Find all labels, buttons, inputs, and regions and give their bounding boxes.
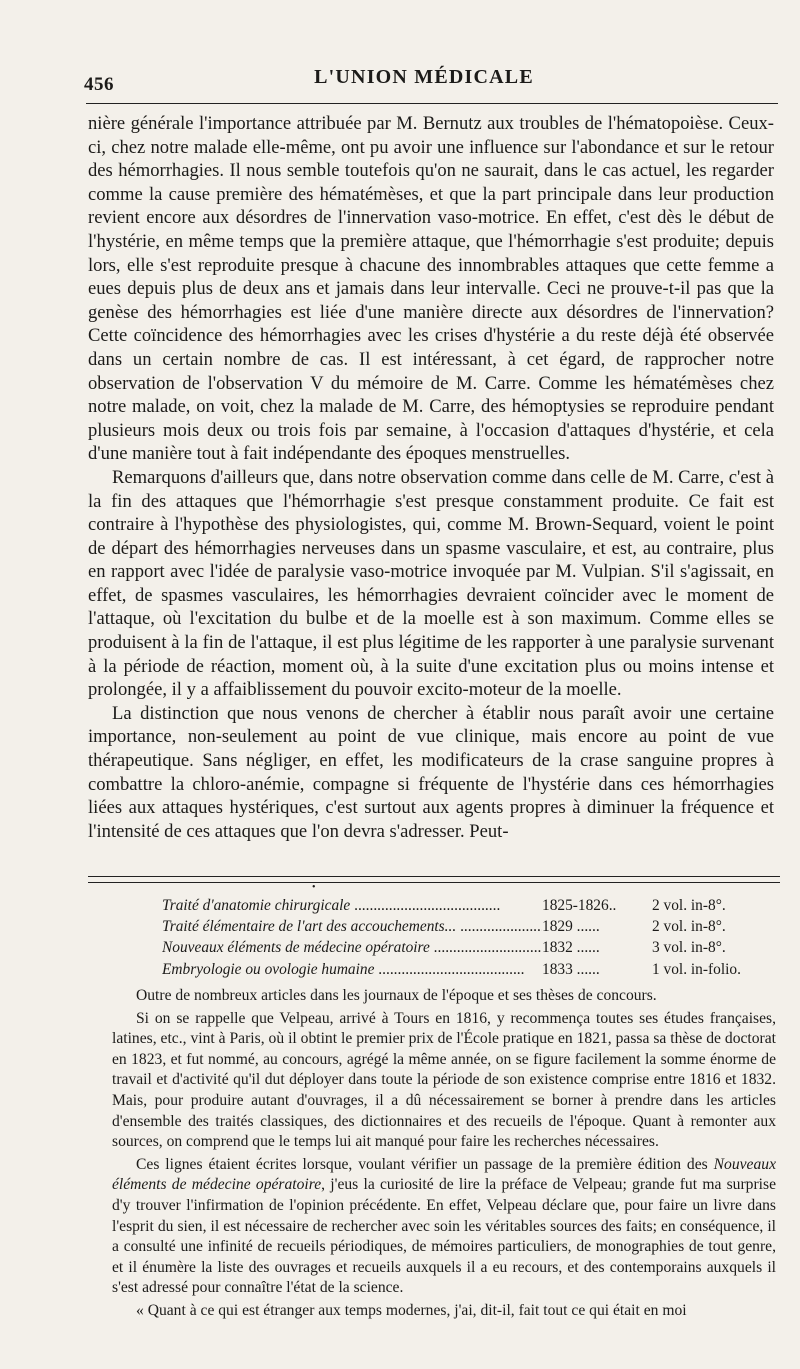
work-volumes: 3 vol. in-8°. <box>652 939 726 957</box>
work-volumes: 2 vol. in-8°. <box>652 918 726 936</box>
footnote-paragraph: Si on se rappelle que Velpeau, arrivé à Tours en 1816, y recommença toutes ses études françaises, latines, etc., vint à Paris, où il obtint le premier prix de l'École pratique en 1821, passa sa thèse de doctorat en 1823, et fut nommé, au concours, agrégé la même année, on se figure facilement la somme énorme de travail et d'activité qu'il dut déployer dans toute la période de son existence comprise entre 1816 et 1832. Mais, pour produire autant d'ouvrages, il a dû nécessairement se borner à prendre dans les articles d'ensemble des traités classiques, des dictionnaires et des recueils de l'époque. Quant à remonter aux sources, on comprend que le temps lui ait manqué pour faire les recherches nécessaires. <box>112 1009 776 1151</box>
footnote-separator <box>88 876 780 883</box>
work-years: 1829 ...... <box>542 918 600 936</box>
work-row <box>162 916 774 937</box>
footnote-text-run: , j'eus la curiosité de lire la préface de Velpeau; grande fut ma surprise d'y trouver l'infirmation de l'opinion précédente. En effet, Velpeau déclare que, pour faire un livre dans l'esprit du sien, il est nécessaire de rechercher avec soin les véritables sources des faits; en conséquence, il a consulté une infinité de recueils périodiques, de mémoires particuliers, de monographies de tout genre, et il énumère la liste des ouvrages et recueils auxquels il a eu recours, et des contemporains auxquels il s'est adressé pour connaître l'état de la science. <box>112 1176 776 1297</box>
main-text <box>88 112 774 843</box>
paragraph-continuation: nière générale l'importance attribuée par M. Bernutz aux troubles de l'hématopoièse. Ceux-ci, chez notre malade elle-même, ont pu avoir une influence sur l'abondance et sur le retour des hémorrhagies. Il nous semble toutefois qu'on ne saurait, dans le cas actuel, les regarder comme la cause première des hématémèses, et que la part principale dans leur production revient encore aux désordres de l'innervation vaso-motrice. En effet, c'est dès le début de l'hystérie, en même temps que la première attaque, que l'hémorrhagie s'est produite; depuis lors, elle s'est reproduite presque à chacune des innombrables attaques que cette femme a eues depuis plus de deux ans et jamais dans leur intervalle. Ceci ne prouve-t-il pas que la genèse des hémorrhagies est liée d'une manière directe aux désordres de l'innervation? Cette coïncidence des hémorrhagies avec les crises d'hystérie a du reste déjà été observée dans un certain nombre de cas. Il est intéressant, à cet égard, de rapprocher notre observation de l'observation V du mémoire de M. Carre. Comme les hématémèses chez notre malade, on voit, chez la malade de M. Carre, des hémoptysies se reproduire pendant plusieurs mois deux ou trois fois par semaine, à l'occasion d'attaques d'hystérie, et cela d'une manière tout à fait indépendante des époques menstruelles. <box>88 113 774 465</box>
work-years: 1832 ...... <box>542 939 600 957</box>
work-title: Nouveaux éléments de médecine opératoire ..... <box>162 937 542 958</box>
work-years: 1833 ...... <box>542 960 600 978</box>
work-volumes: 2 vol. in-8°. <box>652 897 726 914</box>
footnote-quote: « Quant à ce qui est étranger aux temps modernes, j'ai, dit-il, fait tout ce qui était en moi <box>136 1301 687 1319</box>
work-years: 1825-1826.. <box>542 897 617 914</box>
running-title: L'UNION MÉDICALE <box>314 66 534 88</box>
separator-dot: • <box>312 882 316 893</box>
page-number: 456 <box>84 74 114 95</box>
paragraph-remarquons: Remarquons d'ailleurs que, dans notre observation comme dans celle de M. Carre, c'est à la fin des attaques que l'hémorrhagie s'est presque constamment produite. Ce fait est contraire à l'hypothèse des physiologistes, qui, comme M. Brown-Sequard, voient le point de départ des hémorrhagies nerveuses dans un spasme vasculaire, et est, au contraire, plus en rapport avec l'idée de paralysie vaso-motrice invoquée par M. Vulpian. S'il s'agissait, en effet, de spasmes vasculaires, les hémorrhagies devraient coïncider avec le moment de l'attaque, où l'excitation du bulbe et de la moelle est à son maximum. Comme elles se produisent à la fin de l'attaque, il est plus légitime de les rapporter à une paralysie survenant à la période de réaction, moment où, à la suite d'une excitation plus ou moins intense et prolongée, il y a affaiblissement du pouvoir excito-moteur de la moelle. <box>88 466 774 701</box>
works-list <box>162 895 774 980</box>
paragraph-distinction: La distinction que nous venons de chercher à établir nous paraît avoir une certaine importance, non-seulement au point de vue clinique, mais encore au point de vue thérapeutique. Sans négliger, en effet, les modificateurs de la crase sanguine propres à combattre la chloro-anémie, compagne si fréquente de l'hystérie dans ces hémorrhagies liées aux attaques hystériques, c'est surtout aux agents propres à diminuer la fréquence et l'intensité de ces attaques que l'on devra s'adresser. Peut- <box>88 702 774 842</box>
footnote-paragraph: Outre de nombreux articles dans les journaux de l'époque et ses thèses de concours. <box>136 987 657 1004</box>
work-title: Embryologie ou ovologie humaine ..... <box>162 959 542 980</box>
footnote-text-run: Ces lignes étaient écrites lorsque, voulant vérifier un passage de la première édition des <box>136 1155 714 1173</box>
work-row <box>162 959 774 980</box>
work-row <box>162 937 774 958</box>
footnote-text <box>112 986 776 1322</box>
work-title: Traité élémentaire de l'art des accouchements... ..... <box>162 916 542 937</box>
work-title: Traité d'anatomie chirurgicale ..... <box>162 895 542 916</box>
book-title: Nouveaux éléments de médecine opératoire <box>112 1155 776 1194</box>
header-rule <box>86 103 778 104</box>
page-header <box>84 64 764 94</box>
work-volumes: 1 vol. in-folio. <box>652 960 741 978</box>
footnote-paragraph <box>112 1155 776 1299</box>
work-row <box>162 895 774 916</box>
